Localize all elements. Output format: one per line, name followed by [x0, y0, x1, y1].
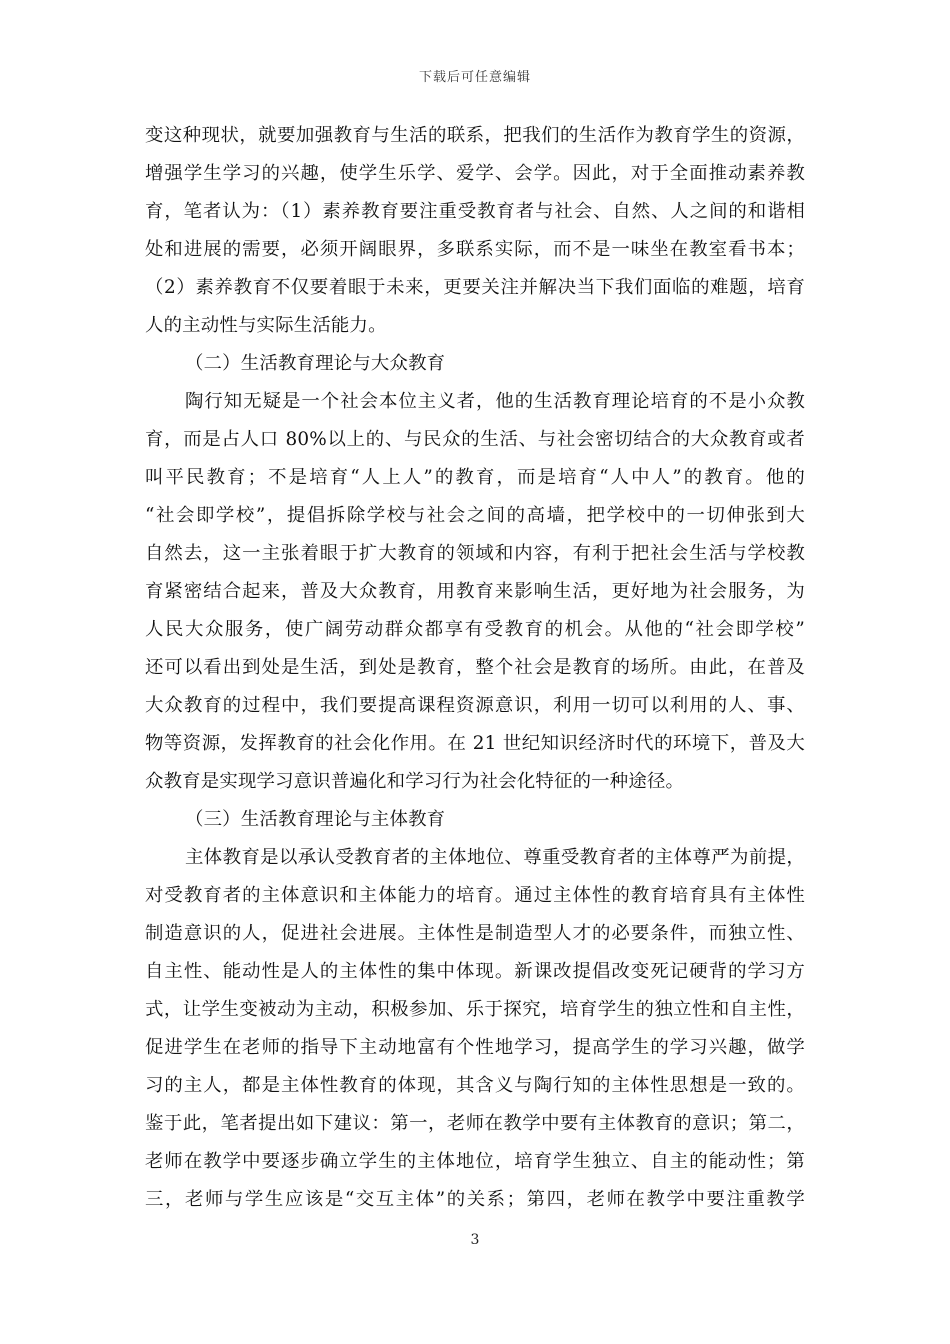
- body-line: 叫平民教育；不是培育“人上人”的教育，而是培育“人中人”的教育。他的: [145, 467, 805, 488]
- body-line: 老师在教学中要逐步确立学生的主体地位，培育学生独立、自主的能动性；第: [145, 1151, 805, 1172]
- body-line: 习的主人，都是主体性教育的体现，其含义与陶行知的主体性思想是一致的。: [145, 1075, 805, 1096]
- body-line: 鉴于此，笔者提出如下建议：第一，老师在教学中要有主体教育的意识；第二，: [145, 1113, 805, 1134]
- body-line: 自然去，这一主张着眼于扩大教育的领域和内容，有利于把社会生活与学校教: [145, 543, 805, 564]
- document-body: [145, 117, 805, 1219]
- section-heading: （二）生活教育理论与大众教育: [185, 353, 446, 374]
- body-line: 育，而是占人口 80%以上的、与民众的生活、与社会密切结合的大众教育或者: [145, 429, 805, 450]
- body-line: 式，让学生变被动为主动，积极参加、乐于探究，培育学生的独立性和自主性，: [145, 999, 805, 1020]
- body-line: 育紧密结合起来，普及大众教育，用教育来影响生活，更好地为社会服务，为: [145, 581, 805, 602]
- body-line: 主体教育是以承认受教育者的主体地位、尊重受教育者的主体尊严为前提，: [185, 847, 805, 868]
- body-line: 育，笔者认为：（1）素养教育要注重受教育者与社会、自然、人之间的和谐相: [145, 201, 805, 222]
- body-line: 对受教育者的主体意识和主体能力的培育。通过主体性的教育培育具有主体性: [145, 885, 805, 906]
- body-line: “社会即学校”，提倡拆除学校与社会之间的高墙，把学校中的一切伸张到大: [145, 505, 805, 526]
- body-line: 物等资源，发挥教育的社会化作用。在 21 世纪知识经济时代的环境下，普及大: [145, 733, 805, 754]
- body-line: （2）素养教育不仅要着眼于未来，更要关注并解决当下我们面临的难题，培育: [145, 277, 805, 298]
- body-line: 变这种现状，就要加强教育与生活的联系，把我们的生活作为教育学生的资源，: [145, 125, 805, 146]
- body-line: 处和进展的需要，必须开阔眼界，多联系实际，而不是一味坐在教室看书本；: [145, 239, 805, 260]
- section-heading: （三）生活教育理论与主体教育: [185, 809, 446, 830]
- page-header: 下载后可任意编辑: [418, 70, 531, 85]
- body-line: 增强学生学习的兴趣，使学生乐学、爱学、会学。因此，对于全面推动素养教: [145, 163, 805, 184]
- body-line: 众教育是实现学习意识普遍化和学习行为社会化特征的一种途径。: [145, 771, 685, 792]
- body-line: 制造意识的人，促进社会进展。主体性是制造型人才的必要条件，而独立性、: [145, 923, 805, 944]
- body-line: 自主性、能动性是人的主体性的集中体现。新课改提倡改变死记硬背的学习方: [145, 961, 805, 982]
- body-line: 人的主动性与实际生活能力。: [145, 315, 387, 336]
- body-line: 人民大众服务，使广阔劳动群众都享有受教育的机会。从他的“社会即学校”: [145, 619, 805, 640]
- body-line: 促进学生在老师的指导下主动地富有个性地学习，提高学生的学习兴趣，做学: [145, 1037, 805, 1058]
- body-line: 三，老师与学生应该是“交互主体”的关系；第四，老师在教学中要注重教学: [145, 1189, 805, 1210]
- page-number: 3: [470, 1232, 480, 1248]
- body-line: 大众教育的过程中，我们要提高课程资源意识，利用一切可以利用的人、事、: [145, 695, 805, 716]
- body-line: 陶行知无疑是一个社会本位主义者，他的生活教育理论培育的不是小众教: [185, 391, 805, 412]
- body-line: 还可以看出到处是生活，到处是教育，整个社会是教育的场所。由此，在普及: [145, 657, 805, 678]
